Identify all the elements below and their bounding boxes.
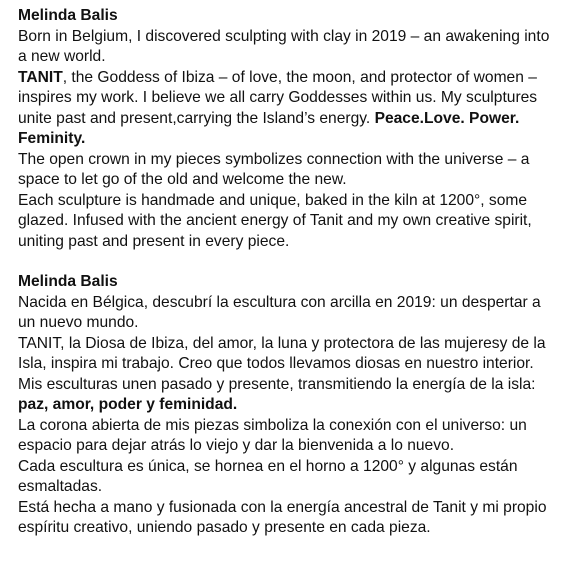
spanish-line-11: Está hecha a mano y fusionada con la energía ancestral de Tanit y mi propio bbox=[18, 498, 547, 516]
english-line-9: Each sculpture is handmade and unique, baked in the kiln at 1200°, some bbox=[18, 191, 528, 209]
feminity-bold: Feminity. bbox=[18, 130, 86, 147]
spanish-heading: Melinda Balis bbox=[18, 273, 118, 290]
english-section bbox=[18, 6, 563, 252]
spanish-line-10: esmaltadas. bbox=[18, 478, 103, 495]
english-line-7: The open crown in my pieces symbolizes connection with the universe – a bbox=[18, 150, 530, 168]
spanish-line-1: Nacida en Bélgica, descubrí la escultura con arcilla en 2019: un despertar a bbox=[18, 293, 541, 311]
english-line-2: a new world. bbox=[18, 48, 106, 65]
spanish-line-12: espíritu creativo, uniendo pasado y presente en cada pieza. bbox=[18, 519, 431, 536]
spanish-line-4: Isla, inspira mi trabajo. Creo que todos llevamos diosas en nuestro interior. bbox=[18, 355, 534, 372]
spanish-line-9: Cada escultura es única, se hornea en el horno a 1200° y algunas están bbox=[18, 457, 518, 475]
english-line-11: uniting past and present in every piece. bbox=[18, 232, 290, 250]
english-line-3-rest: , the Goddess of Ibiza – of love, the moon, and protector of women – bbox=[62, 68, 537, 86]
peace-love-power-bold: Peace.Love. Power. bbox=[374, 109, 520, 127]
paz-amor-bold: paz, amor, poder y feminidad. bbox=[18, 396, 238, 413]
spanish-line-7: La corona abierta de mis piezas simboliza la conexión con el universo: un bbox=[18, 416, 527, 434]
english-line-10: glazed. Infused with the ancient energy of Tanit and my own creative spirit, bbox=[18, 212, 532, 229]
english-line-5-text: unite past and present,carrying the Island’s energy. bbox=[18, 109, 375, 127]
artist-statement-document bbox=[18, 6, 563, 539]
english-line-5 bbox=[18, 109, 563, 130]
english-line-8: space to let go of the old and welcome the new. bbox=[18, 171, 347, 188]
english-line-1: Born in Belgium, I discovered sculpting with clay in 2019 – an awakening into bbox=[18, 27, 550, 45]
english-line-4: inspires my work. I believe we all carry Goddesses within us. My sculptures bbox=[18, 89, 538, 106]
spanish-line-8: espacio para dejar atrás lo viejo y dar la bienvenida a lo nuevo. bbox=[18, 437, 455, 454]
english-line-3 bbox=[18, 68, 563, 89]
spanish-line-2: un nuevo mundo. bbox=[18, 314, 139, 331]
tanit-bold-text: TANIT bbox=[18, 68, 63, 86]
english-heading: Melinda Balis bbox=[18, 7, 118, 24]
spanish-line-5: Mis esculturas unen pasado y presente, transmitiendo la energía de la isla: bbox=[18, 375, 536, 393]
spanish-section bbox=[18, 272, 563, 539]
spanish-line-3: TANIT, la Diosa de Ibiza, del amor, la luna y protectora de las mujeresy de la bbox=[18, 334, 546, 352]
